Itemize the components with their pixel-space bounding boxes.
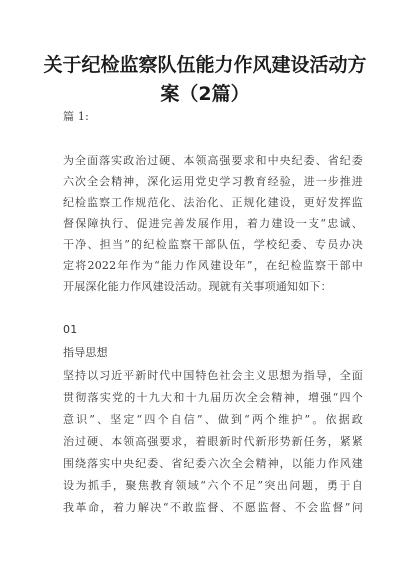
document-title-line-2: 案（2篇） (160, 83, 250, 105)
intro-line-2: 六次全会精神，深化运用党史学习教育经验，进一步推进 (63, 175, 363, 188)
intro-line-3: 纪检监察工作规范化、法治化、正规化建设，更好发挥监 (63, 196, 363, 209)
section-line-7: 我革命，着力解决“不敢监督、不愿监督、不会监督”问 (63, 501, 363, 514)
intro-line-6: 定将2022年作为“能力作风建设年”，在纪检监察干部中 (63, 259, 363, 272)
section-line-3: 意识”、坚定“四个自信”、做到“两个维护”。依据政 (63, 413, 363, 426)
intro-line-5: 干净、担当”的纪检监察干部队伍，学校纪委、专员办决 (63, 238, 363, 251)
intro-line-7: 开展深化能力作风建设活动。现就有关事项通知如下： (63, 280, 332, 293)
article-label: 篇 1: (63, 110, 90, 123)
section-line-4: 治过硬、本领高强要求，着眼新时代新形势新任务，紧紧 (63, 435, 363, 448)
document-title-line-1: 关于纪检监察队伍能力作风建设活动方 (43, 54, 367, 76)
section-line-5: 围绕落实中央纪委、省纪委六次全会精神，以能力作风建 (63, 457, 363, 470)
section-line-2: 贯彻落实党的十九大和十九届历次全会精神，增强“四个 (63, 391, 363, 404)
section-line-6: 设为抓手，聚焦教育领域“六个不足”突出问题，勇于自 (63, 479, 363, 492)
section-number: 01 (63, 323, 78, 336)
section-line-1: 坚持以习近平新时代中国特色社会主义思想为指导，全面 (63, 369, 363, 382)
intro-line-1: 为全面落实政治过硬、本领高强要求和中央纪委、省纪委 (63, 154, 363, 167)
intro-line-4: 督保障执行、促进完善发展作用，着力建设一支“忠诚、 (63, 217, 363, 230)
section-heading: 指导思想 (63, 346, 108, 359)
